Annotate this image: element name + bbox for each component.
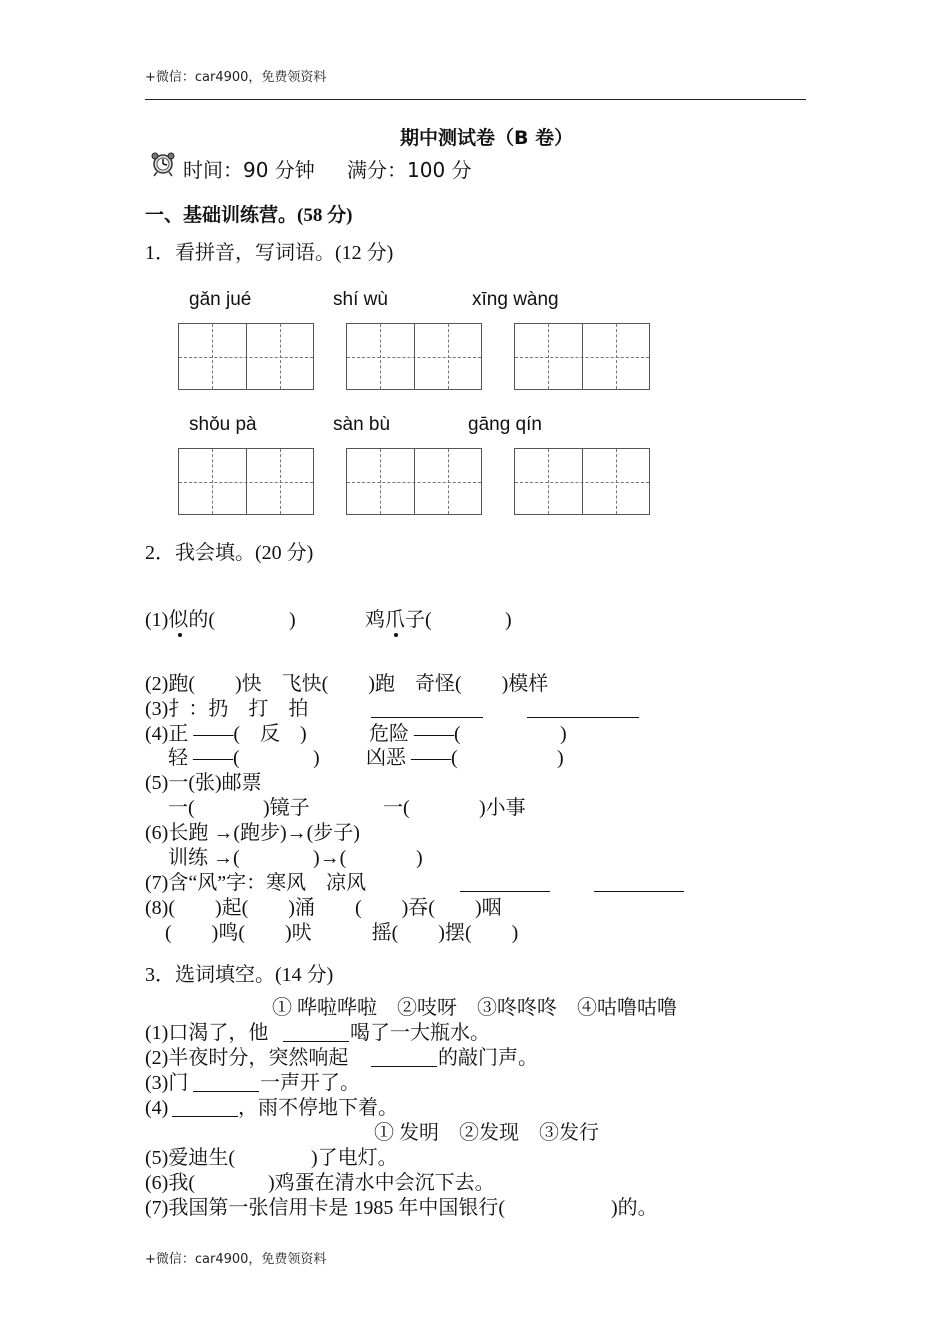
q2-item-6d: ) [416,847,423,869]
answer-blank[interactable] [371,699,483,718]
q2-item-8b: ( )鸣( )吠 摇( )摆( ) [165,922,519,944]
q3-sentence-7b: )的。 [611,1197,658,1219]
answer-blank[interactable] [283,1023,349,1042]
q2-item-5e: )小事 [479,797,526,819]
q2-item-4c: ) [560,723,567,745]
q3-sentence-1a: (1)口渴了，他 [145,1022,269,1044]
q2-item-5a: (5)一(张)邮票 [145,772,262,794]
q2-item-6a: (6)长跑 →(跑步)→(步子) [145,822,360,844]
q3-sentence-2a: (2)半夜时分，突然响起 [145,1047,349,1069]
pinyin: xīng wàng [472,289,559,310]
writing-box[interactable] [514,448,650,515]
q2-item-1b: ) [289,609,296,631]
writing-box[interactable] [346,448,482,515]
q2-item-4g: ) [557,747,564,769]
q2-item-4b: 危险 ——( [369,723,461,745]
q3-sentence-5a: (5)爱迪生( [145,1147,235,1169]
q2-item-6c: )→( [313,847,347,869]
answer-blank[interactable] [193,1073,259,1092]
q3-sentence-4a: (4) [145,1097,169,1119]
q3-sentence-1b: 喝了一大瓶水。 [350,1022,490,1044]
question-2-label: 2．我会填。(20 分) [145,542,314,564]
q3-sentence-4b: ，雨不停地下着。 [238,1097,398,1119]
q2-item-1c: 鸡爪子( [365,609,432,631]
pinyin: sàn bù [333,414,391,435]
writing-box[interactable] [178,448,314,515]
clock-icon [148,151,178,177]
question-3-label: 3．选词填空。(14 分) [145,964,334,986]
header-rule [145,99,806,100]
word-options-1: ① 哗啦哗啦 ②吱呀 ③咚咚咚 ④咕噜咕噜 [272,997,677,1019]
answer-blank[interactable] [527,699,639,718]
q2-item-6b: 训练 →( [168,847,240,869]
answer-blank[interactable] [172,1098,238,1117]
q3-sentence-6b: )鸡蛋在清水中会沉下去。 [268,1172,495,1194]
footer-note: +微信：car4900，免费领资料 [145,1252,327,1267]
q2-item-1a: (1)似的( [145,609,215,631]
writing-box[interactable] [346,323,482,390]
q2-item-4f: 凶恶 ——( [366,747,458,769]
emphasis-dot [178,633,182,637]
q3-sentence-3a: (3)门 [145,1072,189,1094]
q2-item-7: (7)含“风”字：寒风 凉风 [145,872,367,894]
q2-item-1d: ) [505,609,512,631]
emphasis-dot [394,633,398,637]
q2-item-2: (2)跑( )快 飞快( )跑 奇怪( )模样 [145,673,549,695]
q3-sentence-5b: )了电灯。 [311,1147,398,1169]
pinyin: shí wù [333,289,388,310]
q3-sentence-7a: (7)我国第一张信用卡是 1985 年中国银行( [145,1197,505,1219]
question-1-label: 1．看拼音，写词语。(12 分) [145,242,394,264]
q3-sentence-3b: 一声开了。 [260,1072,360,1094]
writing-box[interactable] [514,323,650,390]
writing-box[interactable] [178,323,314,390]
answer-blank[interactable] [371,1048,437,1067]
pinyin: shǒu pà [189,414,257,435]
q2-item-4e: ) [313,747,320,769]
answer-blank[interactable] [594,873,684,892]
q2-item-8a: (8)( )起( )涌 ( )吞( )咽 [145,897,502,919]
q3-sentence-6a: (6)我( [145,1172,195,1194]
q2-item-5b: 一( [168,797,195,819]
answer-blank[interactable] [460,873,550,892]
score-label: 满分：100 分 [347,158,472,182]
page-title: 期中测试卷（B 卷） [400,127,574,149]
pinyin: gǎn jué [189,289,252,310]
section-title: 一、基础训练营。(58 分) [145,205,353,226]
pinyin: gāng qín [468,414,542,435]
q2-item-5d: 一( [383,797,410,819]
q2-item-3: (3)扌：扔 打 拍 [145,698,309,720]
q2-item-4d: 轻 ——( [168,747,240,769]
q2-item-4a: (4)正 ——( 反 ) [145,723,307,745]
q3-sentence-2b: 的敲门声。 [438,1047,538,1069]
word-options-2: ① 发明 ②发现 ③发行 [374,1122,599,1144]
q2-item-5c: )镜子 [263,797,310,819]
time-label: 时间：90 分钟 [183,158,315,182]
header-note: +微信：car4900，免费领资料 [145,70,327,85]
